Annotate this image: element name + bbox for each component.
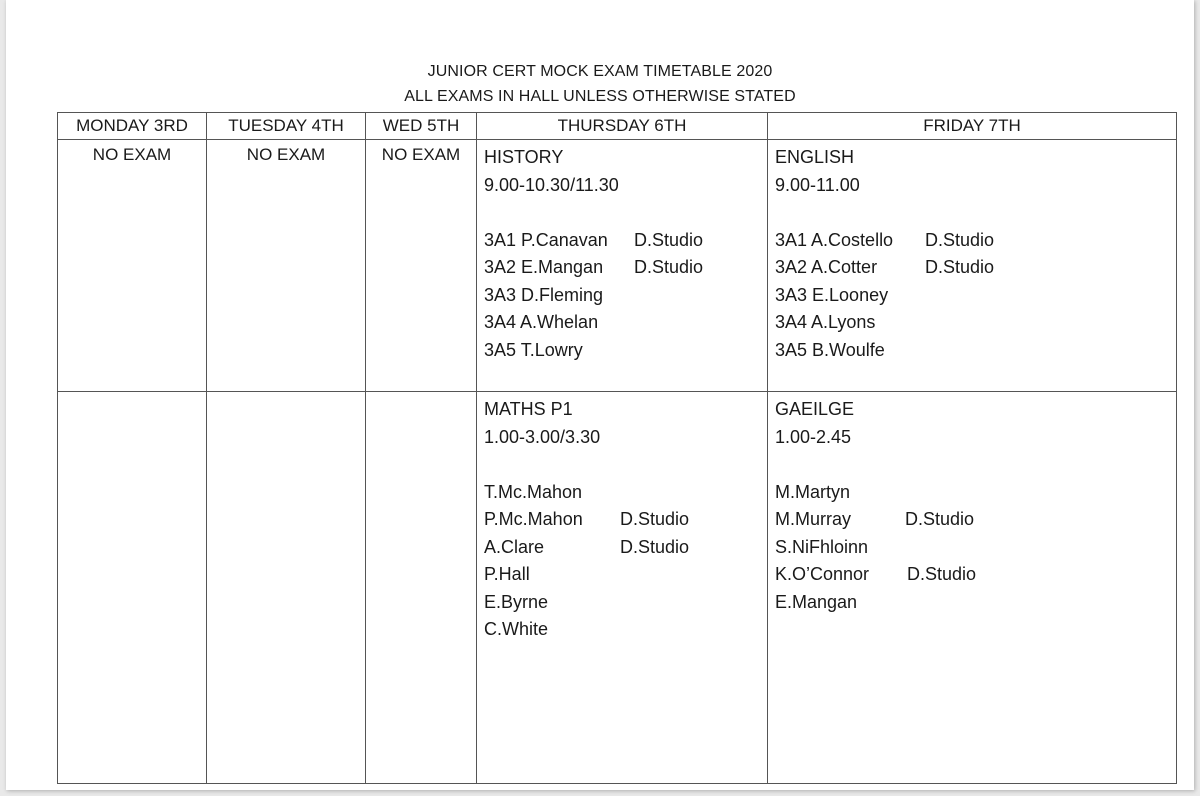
supervisor-entry xyxy=(775,535,1176,563)
wednesday-no-exam: NO EXAM xyxy=(366,140,477,392)
header-wednesday: WED 5TH xyxy=(366,113,477,140)
exam-timetable xyxy=(57,112,1177,784)
exam-time: 9.00-11.00 xyxy=(775,174,860,195)
room-label: D.Studio xyxy=(925,229,995,250)
supervisor-name: P.Mc.Mahon xyxy=(484,509,583,529)
header-friday: FRIDAY 7TH xyxy=(768,113,1177,140)
supervisor-entry xyxy=(775,255,1176,283)
thursday-afternoon-exam xyxy=(477,392,768,784)
supervisor-name: K.O’Connor xyxy=(775,564,870,584)
supervisor-entry xyxy=(484,535,767,563)
monday-no-exam: NO EXAM xyxy=(58,140,207,392)
supervisor-entry xyxy=(775,310,1176,338)
supervisor-name: E.Byrne xyxy=(484,591,549,612)
friday-afternoon-exam xyxy=(768,392,1177,784)
room-label: D.Studio xyxy=(925,257,995,277)
supervisor-name: 3A4 A.Lyons xyxy=(775,312,876,332)
supervisor-name: 3A4 A.Whelan xyxy=(484,312,599,332)
room-label: D.Studio xyxy=(620,509,690,529)
supervisor-entry xyxy=(484,228,767,256)
morning-row xyxy=(58,140,1177,392)
room-label: D.Studio xyxy=(907,564,977,584)
supervisor-entry xyxy=(484,283,767,311)
header-monday: MONDAY 3RD xyxy=(58,113,207,140)
document-title: JUNIOR CERT MOCK EXAM TIMETABLE 2020 xyxy=(427,63,773,80)
supervisor-name: 3A5 B.Woulfe xyxy=(775,339,885,360)
tuesday-afternoon-empty xyxy=(207,392,366,784)
supervisor-entry xyxy=(775,507,1176,535)
exam-subject: ENGLISH xyxy=(775,147,855,167)
tuesday-no-exam: NO EXAM xyxy=(207,140,366,392)
thursday-morning-exam xyxy=(477,140,768,392)
supervisor-name: 3A3 E.Looney xyxy=(775,284,889,305)
supervisor-entry xyxy=(775,590,1176,618)
supervisor-name: P.Hall xyxy=(484,564,530,584)
supervisor-entry xyxy=(484,617,767,645)
supervisor-entry xyxy=(775,228,1176,256)
afternoon-row xyxy=(58,392,1177,784)
supervisor-entry xyxy=(484,255,767,283)
supervisor-name: T.Mc.Mahon xyxy=(484,481,583,502)
supervisor-entry xyxy=(775,338,1176,366)
exam-time: 9.00-10.30/11.30 xyxy=(484,174,619,195)
exam-subject: GAEILGE xyxy=(775,399,855,419)
friday-morning-exam xyxy=(768,140,1177,392)
supervisor-entry xyxy=(484,310,767,338)
supervisor-name: M.Martyn xyxy=(775,481,851,502)
supervisor-entry xyxy=(484,338,767,366)
supervisor-entry xyxy=(484,480,767,508)
supervisor-name: 3A2 A.Cotter xyxy=(775,257,878,277)
room-label: D.Studio xyxy=(620,536,690,557)
supervisor-name: C.White xyxy=(484,619,549,639)
exam-subject: MATHS P1 xyxy=(484,399,573,419)
supervisor-entry xyxy=(775,562,1176,590)
room-label: D.Studio xyxy=(634,257,704,277)
supervisor-name: S.NiFhloinn xyxy=(775,536,869,557)
exam-time: 1.00-2.45 xyxy=(775,426,852,447)
supervisor-name: M.Murray xyxy=(775,509,851,529)
document-subtitle: ALL EXAMS IN HALL UNLESS OTHERWISE STATED xyxy=(404,88,796,105)
supervisor-entry xyxy=(484,507,767,535)
exam-subject: HISTORY xyxy=(484,147,564,167)
room-label: D.Studio xyxy=(905,509,975,529)
exam-time: 1.00-3.00/3.30 xyxy=(484,426,601,447)
supervisor-name: 3A3 D.Fleming xyxy=(484,284,604,305)
supervisor-name: E.Mangan xyxy=(775,591,858,612)
supervisor-name: 3A2 E.Mangan xyxy=(484,257,604,277)
supervisor-name: 3A1 A.Costello xyxy=(775,229,894,250)
header-row xyxy=(58,113,1177,140)
header-thursday: THURSDAY 6TH xyxy=(477,113,768,140)
supervisor-entry xyxy=(484,562,767,590)
supervisor-name: A.Clare xyxy=(484,536,545,557)
room-label: D.Studio xyxy=(634,229,704,250)
supervisor-entry xyxy=(775,480,1176,508)
wednesday-afternoon-empty xyxy=(366,392,477,784)
supervisor-name: 3A5 T.Lowry xyxy=(484,339,583,360)
supervisor-name: 3A1 P.Canavan xyxy=(484,229,608,250)
header-tuesday: TUESDAY 4TH xyxy=(207,113,366,140)
supervisor-entry xyxy=(775,283,1176,311)
supervisor-entry xyxy=(484,590,767,618)
monday-afternoon-empty xyxy=(58,392,207,784)
